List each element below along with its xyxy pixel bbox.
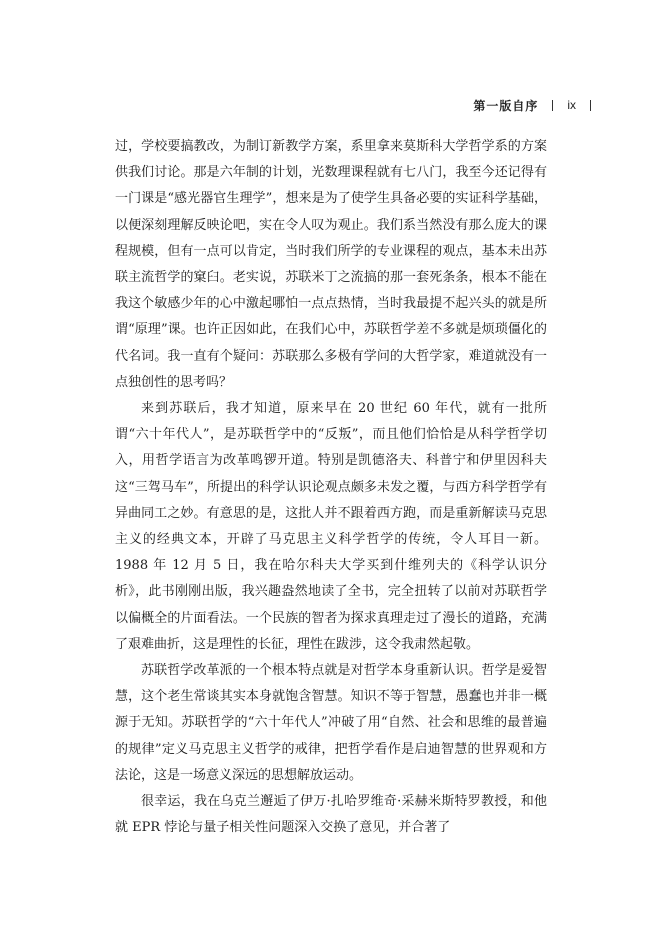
header-divider	[590, 100, 591, 111]
page-number: ix	[567, 98, 576, 112]
body-text	[115, 134, 547, 841]
paragraph: 很幸运，我在乌克兰邂逅了伊万·扎哈罗维奇·采赫米斯特罗教授，和他就 EPR 悖论与量子相关性问题深入交换了意见，并合著了	[115, 794, 547, 836]
paragraph-continued: 过，学校要搞教改，为制订新教学方案，系里拿来莫斯科大学哲学系的方案供我们讨论。那是六年制的计划，光数理课程就有七八门，我至今还记得有一门课是“感光器官生理学”，想来是为了使学生具备必要的实证科学基础，以便深刻理解反映论吧，实在令人叹为观止。我们系当然没有那么庞大的课程规模，但有一点可以肯定，当时我们所学的专业课程的观点，基本未出苏联主流哲学的窠臼。老实说，苏联米丁之流搞的那一套死条条，根本不能在我这个敏感少年的心中激起哪怕一点点热情，当时我最提不起兴头的就是所谓“原理”课。也许正因如此，在我们心中，苏联哲学差不多就是烦琐僵化的代名词。我一直有个疑问：苏联那么多极有学问的大哲学家，难道就没有一点独创性的思考吗？	[115, 139, 547, 390]
running-header	[473, 96, 605, 114]
paragraph: 来到苏联后，我才知道，原来早在 20 世纪 60 年代，就有一批所谓“六十年代人”，是苏联哲学中的“反叛”，而且他们恰恰是从科学哲学切入，用哲学语言为改革鸣锣开道。特别是凯德洛夫、科普宁和伊里因科夫这“三驾马车”，所提出的科学认识论观点颇多未发之覆，与西方科学哲学有异曲同工之妙。有意思的是，这批人并不跟着西方跑，而是重新解读马克思主义的经典文本，开辟了马克思主义科学哲学的传统，令人耳目一新。1988 年 12 月 5 日，我在哈尔科夫大学买到什维列夫的《科学认识分析》，此书刚刚出版，我兴趣盎然地读了全书，完全扭转了以前对苏联哲学以偏概全的片面看法。一个民族的智者为探求真理走过了漫长的道路，充满了艰难曲折，这是理性的长征，理性在跋涉，这令我肃然起敬。	[115, 401, 547, 652]
running-header-title: 第一版自序	[473, 98, 539, 113]
header-divider	[552, 100, 553, 111]
paragraph: 苏联哲学改革派的一个根本特点就是对哲学本身重新认识。哲学是爱智慧，这个老生常谈其实本身就饱含智慧。知识不等于智慧，愚蠢也并非一概源于无知。苏联哲学的“六十年代人”冲破了用“自然、社会和思维的最普遍的规律”定义马克思主义哲学的戒律，把哲学看作是启迪智慧的世界观和方法论，这是一场意义深远的思想解放运动。	[115, 663, 547, 783]
